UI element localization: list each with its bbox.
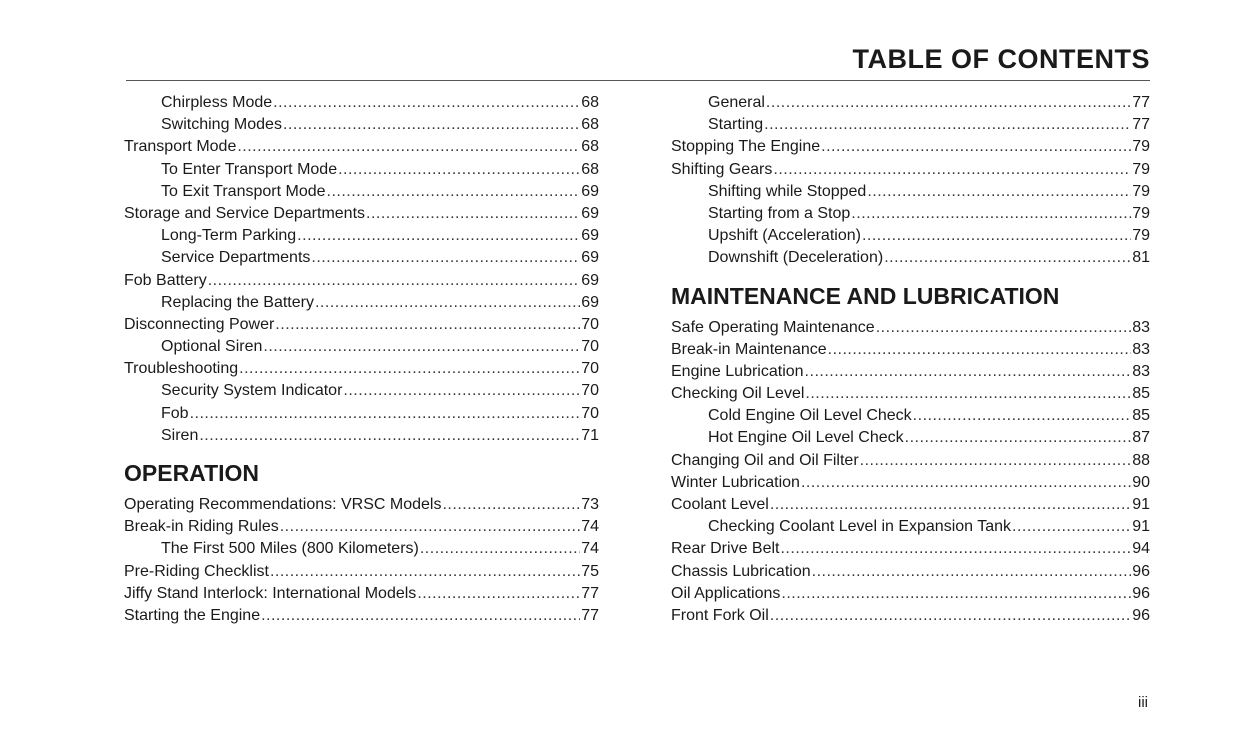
toc-entry [671,339,1150,361]
toc-entry-page: 71 [581,426,599,444]
toc-entry [124,561,599,583]
toc-entry [671,383,1150,405]
toc-entry [671,225,1150,247]
toc-entry [671,114,1150,136]
toc-entry-page: 68 [581,116,599,134]
toc-entry-page: 85 [1132,385,1150,403]
toc-entry-page: 91 [1132,518,1150,536]
toc-entry-title: To Enter Transport Mode [161,160,338,178]
dot-leader [275,314,580,336]
toc-entry-page: 69 [581,227,599,245]
toc-entry-title: Front Fork Oil [671,606,769,624]
toc-entry-page: 90 [1132,473,1150,491]
toc-entry [124,159,599,181]
toc-entry-title: Stopping The Engine [671,138,821,156]
dot-leader [366,203,580,225]
toc-entry-page: 79 [1132,138,1150,156]
header-rule [126,80,1150,81]
toc-entry [671,203,1150,225]
toc-entry [671,516,1150,538]
left-column [124,92,599,627]
toc-entry-title: Optional Siren [161,338,263,356]
toc-entry [124,403,599,425]
toc-entry-title: Break-in Riding Rules [124,518,279,536]
toc-entry-page: 79 [1132,182,1150,200]
dot-leader [770,494,1131,516]
toc-entry-title: Starting from a Stop [708,204,851,222]
toc-entry [671,136,1150,158]
toc-entry-title: Break-in Maintenance [671,340,827,358]
toc-entry-title: Winter Lubrication [671,473,800,491]
toc-entry [671,92,1150,114]
toc-entry [124,358,599,380]
toc-entry-title: Downshift (Deceleration) [708,249,884,267]
toc-entry-title: Service Departments [161,249,311,267]
toc-entry-page: 75 [581,562,599,580]
toc-entry-title: Engine Lubrication [671,362,804,380]
toc-entry [671,361,1150,383]
toc-entry-page: 69 [581,249,599,267]
toc-entry-title: Pre-Riding Checklist [124,562,269,580]
toc-entry-title: Checking Coolant Level in Expansion Tank [708,518,1012,536]
toc-entry-page: 73 [581,496,599,513]
toc-entry-page: 70 [581,315,599,333]
toc-entry-page: 74 [581,540,599,558]
toc-entry [124,516,599,538]
toc-entry-page: 68 [581,138,599,156]
toc-entry-title: Fob Battery [124,271,207,289]
toc-entry-title: Coolant Level [671,496,769,513]
dot-leader [884,247,1131,269]
dot-leader [190,403,581,425]
toc-entry-page: 77 [1132,116,1150,134]
dot-leader [805,383,1131,405]
toc-entry-list [124,494,599,627]
toc-entry-list [671,317,1150,628]
dot-leader [780,538,1131,560]
toc-entry [124,92,599,114]
toc-entry-title: Transport Mode [124,138,237,156]
toc-entry [671,405,1150,427]
toc-entry [671,494,1150,516]
toc-entry-page: 70 [581,382,599,400]
dot-leader [311,247,580,269]
toc-entry-title: Hot Engine Oil Level Check [708,429,904,447]
dot-leader [781,583,1131,605]
dot-leader [280,516,580,538]
toc-entry [124,494,599,516]
toc-entry-title: Security System Indicator [161,382,343,400]
dot-leader [343,380,580,402]
toc-entry-page: 83 [1132,318,1150,336]
dot-leader [297,225,580,247]
toc-entry [124,136,599,158]
toc-entry-title: Safe Operating Maintenance [671,318,875,336]
toc-entry-list [671,92,1150,270]
section-heading-maintenance: MAINTENANCE AND LUBRICATION [671,282,1060,309]
toc-entry [671,450,1150,472]
toc-entry-title: Changing Oil and Oil Filter [671,451,859,469]
toc-entry-page: 77 [581,584,599,602]
toc-entry-title: Rear Drive Belt [671,540,780,558]
toc-entry-page: 96 [1132,584,1150,602]
toc-entry [124,203,599,225]
toc-entry [671,472,1150,494]
dot-leader [913,405,1132,427]
toc-entry-title: General [708,94,765,111]
dot-leader [828,339,1132,361]
toc-entry-title: Starting [708,116,764,134]
toc-entry-page: 91 [1132,496,1150,513]
toc-entry-title: Shifting while Stopped [708,182,867,200]
toc-entry-title: Siren [161,426,199,444]
toc-entry [671,561,1150,583]
dot-leader [283,114,580,136]
toc-entry-title: Troubleshooting [124,360,239,378]
toc-entry-page: 83 [1132,340,1150,358]
toc-entry-page: 70 [581,404,599,422]
toc-entry-title: Upshift (Acceleration) [708,227,861,245]
toc-entry-title: Shifting Gears [671,160,773,178]
dot-leader [237,136,580,158]
toc-entry [124,538,599,560]
dot-leader [315,292,580,314]
toc-entry [124,181,599,203]
dot-leader [263,336,580,358]
dot-leader [417,583,580,605]
page-title: TABLE OF CONTENTS [852,44,1150,74]
toc-entry-title: The First 500 Miles (800 Kilometers) [161,540,419,558]
toc-entry-page: 68 [581,94,599,111]
dot-leader [770,605,1131,627]
toc-entry-page: 69 [581,293,599,311]
dot-leader [860,450,1132,472]
toc-entry-page: 94 [1132,540,1150,558]
toc-entry-page: 70 [581,360,599,378]
toc-entry-page: 69 [581,204,599,222]
dot-leader [273,92,580,114]
toc-entry-list [124,92,599,447]
toc-entry-title: Jiffy Stand Interlock: International Models [124,584,417,602]
dot-leader [805,361,1132,383]
toc-entry [671,181,1150,203]
toc-entry-page: 79 [1132,160,1150,178]
toc-entry [671,605,1150,627]
toc-entry-page: 79 [1132,227,1150,245]
toc-entry-page: 77 [1132,94,1150,111]
toc-entry-page: 77 [581,606,599,624]
toc-entry-page: 96 [1132,606,1150,624]
toc-entry-title: Replacing the Battery [161,293,314,311]
toc-entry-page: 69 [581,271,599,289]
toc-entry-page: 85 [1132,407,1150,425]
toc-entry-page: 69 [581,182,599,200]
toc-entry [671,427,1150,449]
dot-leader [270,561,580,583]
dot-leader [905,427,1132,449]
dot-leader [801,472,1131,494]
toc-entry-page: 70 [581,338,599,356]
toc-entry-page: 81 [1132,249,1150,267]
toc-entry-title: Cold Engine Oil Level Check [708,407,912,425]
toc-entry-title: Storage and Service Departments [124,204,366,222]
toc-entry [671,247,1150,269]
toc-entry-title: Checking Oil Level [671,385,805,403]
toc-entry-page: 87 [1132,429,1150,447]
dot-leader [812,561,1132,583]
dot-leader [327,181,581,203]
toc-entry-title: Oil Applications [671,584,781,602]
toc-entry [124,380,599,402]
toc-entry-title: To Exit Transport Mode [161,182,326,200]
toc-entry-title: Chirpless Mode [161,94,273,111]
toc-entry [124,605,599,627]
toc-entry-page: 74 [581,518,599,536]
dot-leader [1012,516,1131,538]
toc-entry-title: Switching Modes [161,116,282,134]
dot-leader [867,181,1131,203]
dot-leader [261,605,580,627]
toc-entry [124,270,599,292]
toc-entry-title: Disconnecting Power [124,315,275,333]
toc-entry-title: Operating Recommendations: VRSC Models [124,496,442,513]
toc-entry-page: 83 [1132,362,1150,380]
section-heading-operation: OPERATION [124,460,260,486]
page-number: iii [1138,694,1148,711]
dot-leader [338,159,580,181]
toc-entry-page: 96 [1132,562,1150,580]
toc-entry-page: 68 [581,160,599,178]
toc-entry [124,425,599,447]
dot-leader [442,494,580,516]
toc-entry-page: 79 [1132,204,1150,222]
toc-entry [671,159,1150,181]
dot-leader [420,538,580,560]
toc-entry [124,583,599,605]
toc-entry [124,336,599,358]
toc-entry [124,314,599,336]
toc-entry-title: Long-Term Parking [161,227,297,245]
dot-leader [208,270,581,292]
dot-leader [239,358,580,380]
toc-entry [124,114,599,136]
toc-entry [124,247,599,269]
toc-entry [671,538,1150,560]
dot-leader [876,317,1132,339]
dot-leader [764,114,1131,136]
toc-entry-title: Fob [161,404,189,422]
dot-leader [851,203,1131,225]
toc-entry-title: Starting the Engine [124,606,261,624]
toc-entry-page: 88 [1132,451,1150,469]
toc-entry [671,317,1150,339]
toc-entry-title: Chassis Lubrication [671,562,811,580]
right-column [671,92,1150,627]
dot-leader [766,92,1131,114]
dot-leader [773,159,1131,181]
toc-entry [124,225,599,247]
dot-leader [821,136,1131,158]
dot-leader [862,225,1131,247]
toc-entry [671,583,1150,605]
dot-leader [199,425,580,447]
toc-entry [124,292,599,314]
